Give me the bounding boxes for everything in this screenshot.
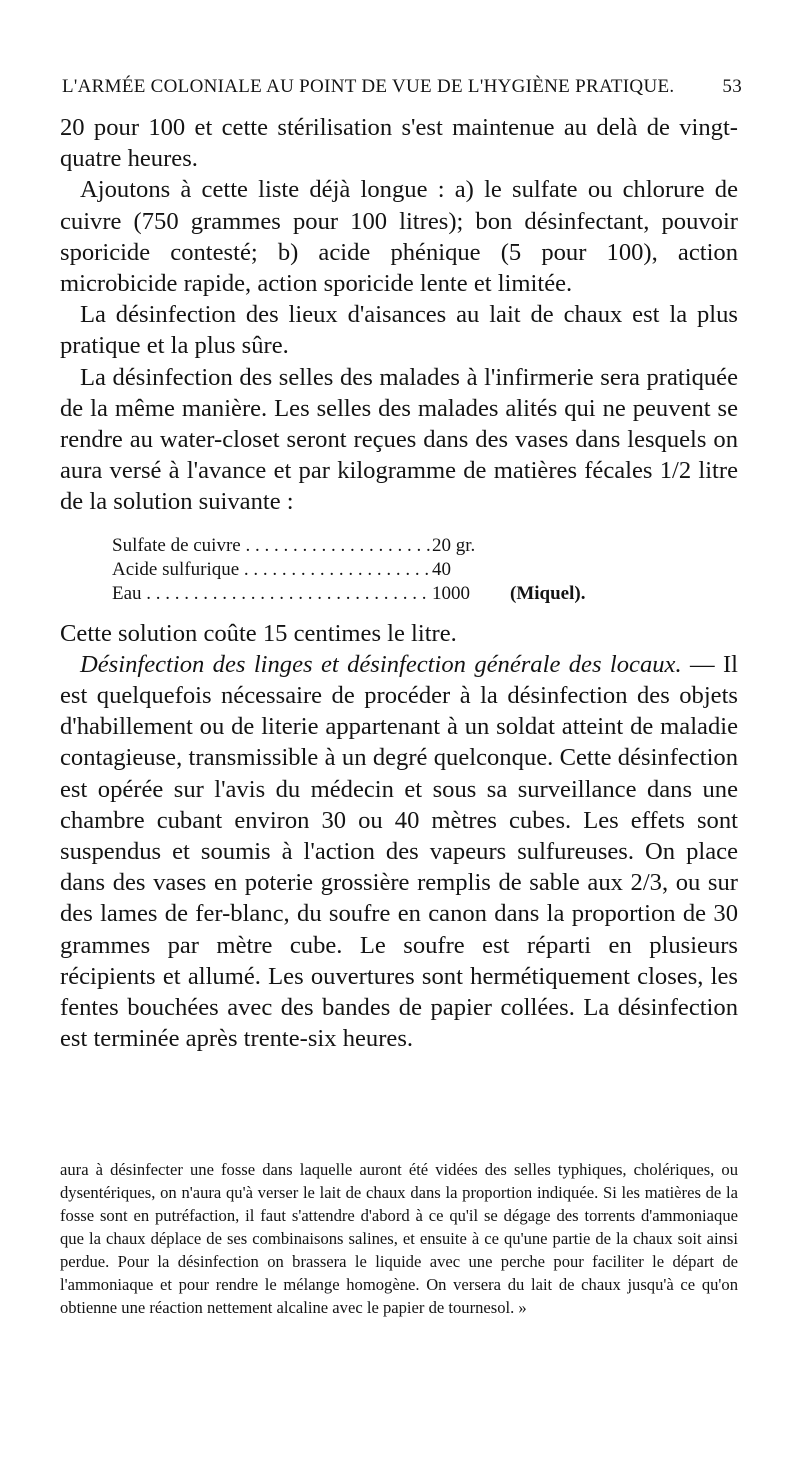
paragraph-3: La désinfection des lieux d'aisances au lait de chaux est la plus pratique et la plus sûre. [60, 301, 738, 360]
section-text: — Il est quelquefois nécessaire de procéder à la désinfection des objets d'habillement ou de literie appartenant à un soldat atteint de maladie contagieuse, transmissible à un degré quelconque. Cette désinfection est opérée sur l'avis du médecin et sous sa surveillance dans une chambre cubant environ 30 ou 40 mètres cubes. Les effets sont suspendus et soumis à l'action des vapeurs sulfureuses. On place dans des vases en poterie grossière remplis de sable aux 2/3, ou sur des lames de fer-blanc, du soufre en canon dans la proportion de 30 grammes par mètre cube. Le soufre est réparti en plusieurs récipients et allumé. Les ouvertures sont hermétiquement closes, les fentes bouchées avec des bandes de papier collées. La désinfection est terminée après trente-six heures. [60, 650, 738, 1053]
recipe-row [112, 558, 738, 582]
footnote [60, 1158, 738, 1319]
recipe-source: (Miquel). [510, 582, 586, 604]
page-number: 53 [722, 76, 742, 97]
ingredient-name: Acide sulfurique . . . [112, 558, 432, 582]
ingredient-name: Sulfate de cuivre . . . [112, 534, 432, 558]
section-heading: Désinfection des linges et désinfection générale des locaux. [80, 650, 682, 678]
running-head [62, 70, 742, 104]
section-paragraph [60, 649, 738, 1055]
cost-line: Cette solution coûte 15 centimes le litre. [60, 619, 457, 647]
paragraph-1: 20 pour 100 et cette stérilisation s'est maintenue au delà de vingt-quatre heures. [60, 114, 738, 173]
running-title: L'ARMÉE COLONIALE AU POINT DE VUE DE L'HYGIÈNE PRATIQUE. [62, 76, 675, 97]
footnote-text: aura à désinfecter une fosse dans laquelle auront été vidées des selles typhiques, cholériques, ou dysentériques, on n'aura qu'à verser le lait de chaux dans la proportion indiquée. Si les matières de la fosse sont en putréfaction, il faut s'attendre d'abord à ce qu'il se dégage des torrents d'ammoniaque que la chaux déplace de ses combinaisons salines, et ensuite à ce qu'une partie de la chaux soit ainsi perdue. Pour la désinfection on brassera le liquide avec une perche pour faciliter le départ de l'ammoniaque et pour rendre le mélange homogène. On versera du lait de chaux jusqu'à ce qu'on obtienne une réaction nettement alcaline avec le papier de tournesol. » [60, 1160, 738, 1317]
recipe-row [112, 534, 738, 558]
paragraph-2: Ajoutons à cette liste déjà longue : a) le sulfate ou chlorure de cuivre (750 grammes pour 100 litres); bon désinfectant, pouvoir sporicide contesté; b) acide phénique (5 pour 100), action microbicide rapide, action sporicide lente et limitée. [60, 176, 738, 298]
ingredient-quantity: 20 gr. [432, 534, 476, 556]
ingredient-quantity: 1000 [432, 582, 470, 604]
paragraph-4: La désinfection des selles des malades à l'infirmerie sera pratiquée de la même manière. Les selles des malades alités qui ne peuvent se rendre au water-closet seront reçues dans des vases dans lesquels on aura versé à l'avance et par kilogramme de matières fécales 1/2 litre de la solution suivante : [60, 363, 738, 516]
main-text [60, 112, 738, 1054]
ingredient-name: Eau . . . [112, 582, 432, 606]
ingredient-quantity: 40 [432, 558, 451, 580]
recipe-table [112, 534, 738, 606]
recipe-row [112, 582, 738, 606]
